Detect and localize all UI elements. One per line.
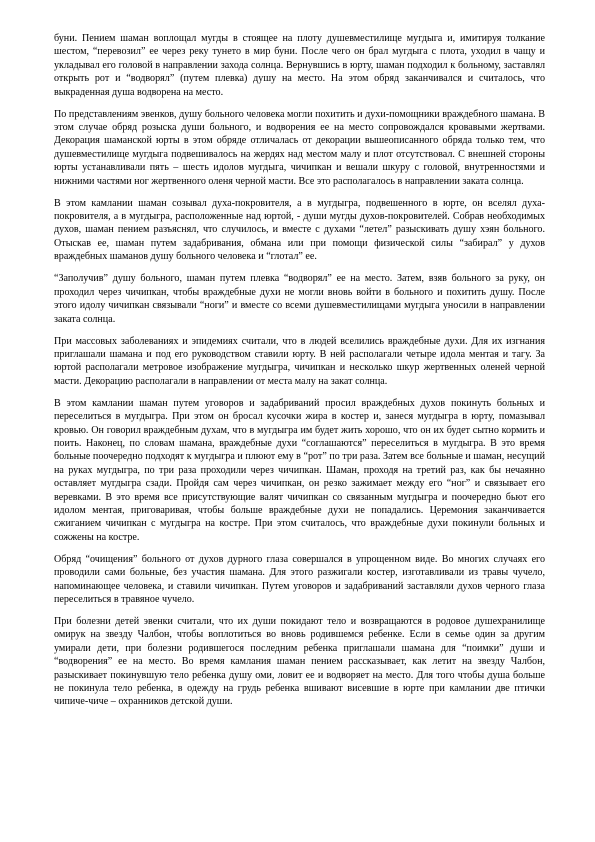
paragraph: При болезни детей эвенки считали, что их души покидают тело и возвращаются в родовое душехранилище омирук на звезду Чалбон, чтобы воплотиться во вновь родившемся ребенке. Если в семье один за другим умирали дети, при болезни родившегося последним ребенка приглашали шамана для “поимки” души и “водворения” ее на место. Во время камлания шаман пением рассказывает, как летит на звезду Чалбон, разыскивает покинувшую тело ребенка душу оми, ловит ее и водворяет на место. Для того чтобы душа больше не покинула тело ребенка, в одежду на грудь ребенка вшивают висевшие в юрте при камлании две птички чипиче-чиче – охранников детской души. [54,616,545,708]
paragraph: По представлениям эвенков, душу больного человека могли похитить и духи-помощники враждебного шамана. В этом случае обряд розыска души больного, и водворения ее на место сопровождался кровавыми жертвами. Декорация шаманской юрты в этом обряде отличалась от декорации вышеописанного обряда только тем, что душевместилище мугдыга подвешивалось на жердях над местом малу и плот отсутствовал. С внешней стороны юрты устанавливали пять – шесть идолов мугдыга, чичипкан и вешали шкуру с головой, внутренностями и нижними частями ног жертвенного оленя черной масти. Все это располагалось в направлении заката солнца. [54,108,545,187]
paragraph: буни. Пением шаман воплощал мугды в стоящее на плоту душевместилище мугдыга и, имитируя толкание шестом, “перевозил” ее через реку тунето в мир буни. После чего он брал мугдыга с плота, уходил в чащу и укладывал его головой в направлении захода солнца. Вернувшись в юрту, шаман подходил к больному, заставлял открыть рот и “водворял” (путем плевка) душу на место. На этом обряд заканчивался и считалось, что выкраденная душа водворена на место. [54,33,545,98]
paragraph: “Заполучив” душу больного, шаман путем плевка “водворял” ее на место. Затем, взяв больного за руку, он проходил через чичипкан, чтобы враждебные духи не могли вновь войти в больного и похитить душу. После этого идолу чичипкан связывали “ноги” и вместе со всеми душевместилищами мугдыга уносили в направлении заката солнца. [54,273,545,325]
paragraph: В этом камлании шаман путем уговоров и задабриваний просил враждебных духов покинуть больных и переселиться в мугдыгра. При этом он бросал кусочки жира в костер и, занеся мугдыгра в юрту, помазывал кровью. Он говорил враждебным духам, что в мугдыгра им будет жить хорошо, что он их будет сытно кормить и поить. Наконец, по словам шамана, враждебные духи “соглашаются” переселиться в мугдыгра. В это время больные поочередно подходят к мугдыгра и плюют ему в “рот” по три раза. Затем все больные и шаман, несущий на руках мугдыгра, по три раза проходили через чичипкан. Шаман, проходя на третий раз, как бы нечаянно оставляет мугдыгра сзади. Пройдя сам через чичипкан, он резко зажимает между его “ног” и связывает его веревками. В это время все присутствующие валят чичипкан со связанным мугдыгра и поочередно бьют его идолом ментая, приговаривая, чтобы больше враждебные духи не попадались. Церемония заканчивается сжиганием чичипкан с мугдыгра на костре. При этом считалось, что враждебные духи покинули больных и сожжены на костре. [54,397,545,543]
paragraph: Обряд “очищения” больного от духов дурного глаза совершался в упрощенном виде. Во многих случаях его проводили сами больные, без участия шамана. Для этого разжигали костер, изготавливали из травы чучело, напоминающее человека, и ставили чичипкан. Путем уговоров и задабриваний заставляли духов черного глаза переселиться в травяное чучело. [54,553,545,605]
paragraph: В этом камлании шаман созывал духа-покровителя, а в мугдыгра, подвешенного в юрте, он вселял духа-покровителя, а в мугдыгра, расположенные над юртой, - души мугды духов-покровителей. Собрав необходимых духов, шаман пением разъяснял, что случилось, и вместе с духами “летел” разыскивать душу хэян больного. Отыскав ее, шаман путем задабривания, обмана или при помощи физической силы “забирал” у духов враждебных шаманов душу больного человека и “глотал” ее. [54,197,545,263]
document-page [54,32,545,717]
paragraph: При массовых заболеваниях и эпидемиях считали, что в людей вселились враждебные духи. Для их изгнания приглашали шамана и под его руководством ставили юрту. В ней располагали четыре идола ментая и тагу. За юртой располагали метровое изображение мугдыгра, чичипкан и несколько шкур жертвенных оленей черной масти. Декорацию располагали в направлении от места малу на закат солнца. [54,335,545,387]
